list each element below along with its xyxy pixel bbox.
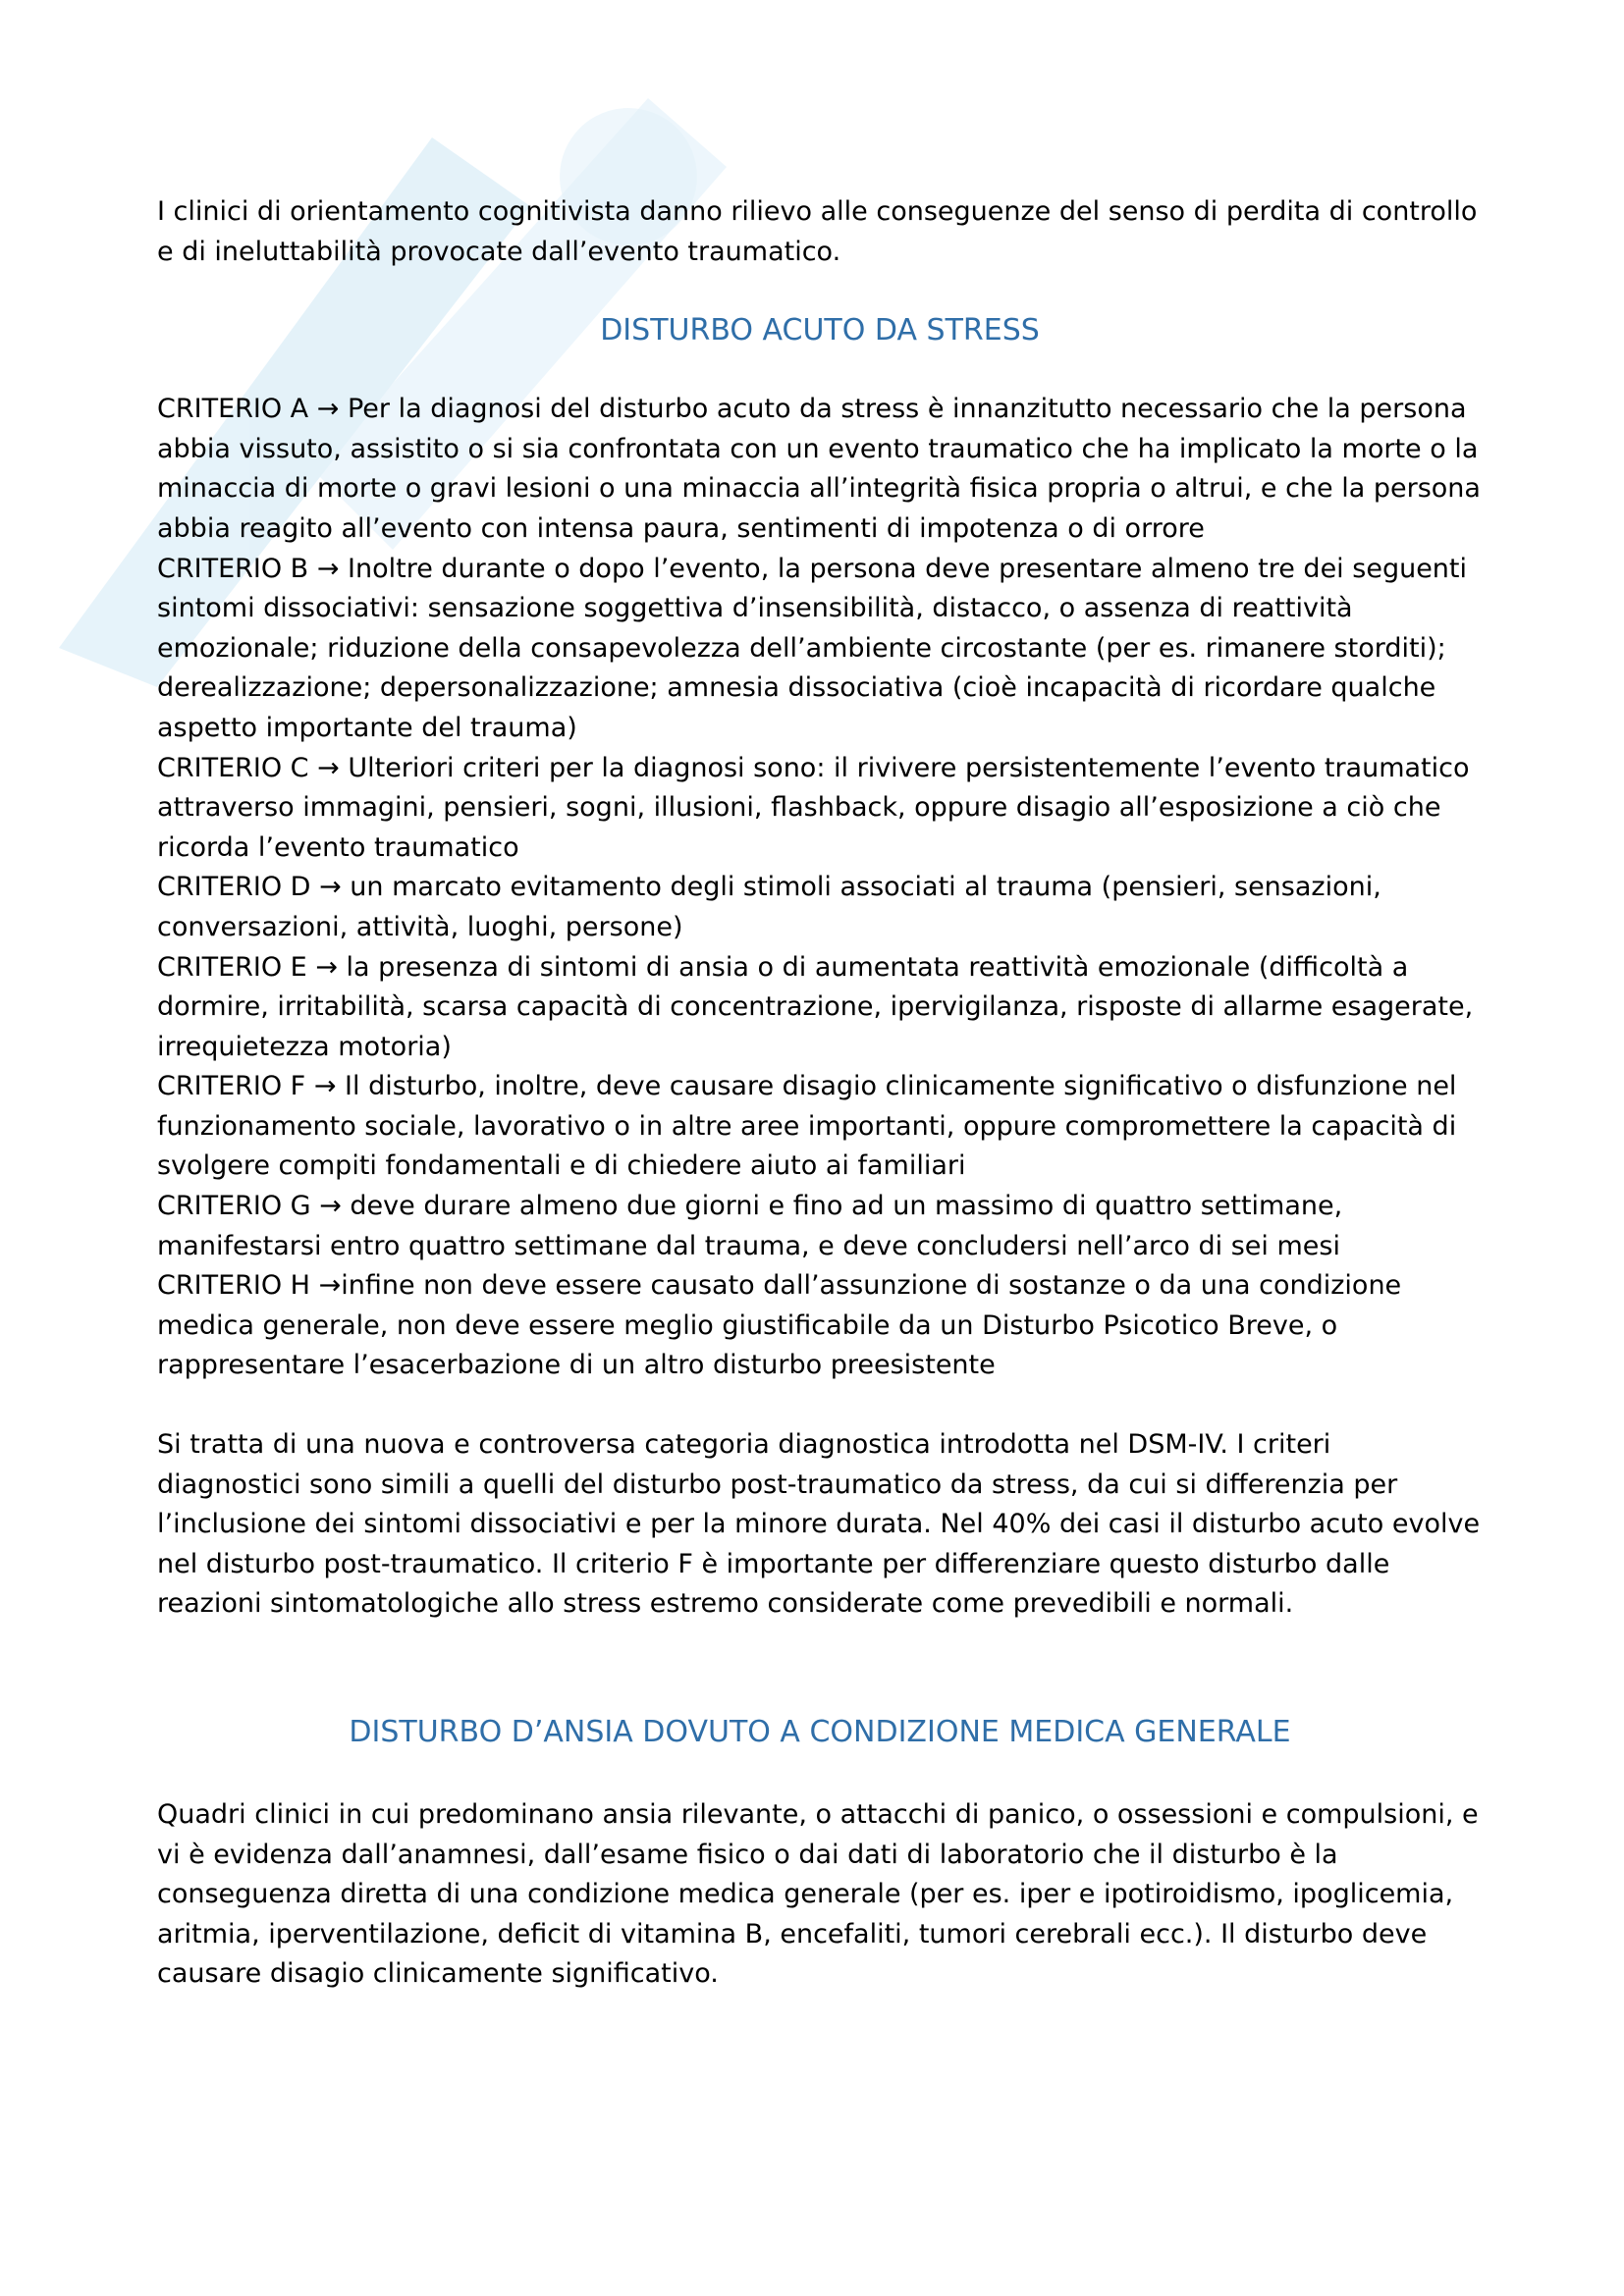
arrow-icon: → [317, 752, 340, 783]
medical-condition-paragraph: Quadri clinici in cui predominano ansia rilevante, o attacchi di panico, o ossessioni e compulsioni, e vi è evidenza dall’anamnesi, dall’esame fisico o dai dati di laboratorio che il disturbo è la conseguenza diretta di una condizione medica generale (per es. iper e ipotiroidismo, ipoglicemia, aritmia, iperventilazione, deficit di vitamina B, encefaliti, tumori cerebrali ecc.). Il disturbo deve causare disagio clinicamente significativo. [157, 1799, 1479, 1990]
criterion-a: CRITERIO A → Per la diagnosi del disturbo acuto da stress è innanzitutto necessario che la persona abbia vissuto, assistito o si sia confrontata con un evento traumatico che ha implicato la morte o la minaccia di morte o gravi lesioni o una minaccia all’integrità fisica propria o altrui, e che la persona abbia reagito all’evento con intensa paura, sentimenti di impotenza o di orrore [157, 394, 1481, 544]
criteria-list [157, 390, 1483, 1386]
criterion-f: CRITERIO F → Il disturbo, inoltre, deve causare disagio clinicamente significativo o disfunzione nel funzionamento sociale, lavorativo o in altre aree importanti, oppure compromettere la capacità di svolgere compiti fondamentali e di chiedere aiuto ai familiari [157, 1071, 1457, 1182]
arrow-icon: → [313, 1071, 337, 1102]
criterion-c: CRITERIO C → Ulteriori criteri per la diagnosi sono: il rivivere persistentemente l’evento traumatico attraverso immagini, pensieri, sogni, illusioni, flashback, oppure disagio all’esposizione a ciò che ricorda l’evento traumatico [157, 752, 1470, 863]
document-body [157, 192, 1483, 1995]
arrow-icon: → [319, 872, 342, 903]
criterion-d: CRITERIO D → un marcato evitamento degli stimoli associati al trauma (pensieri, sensazioni, conversazioni, attività, luoghi, persone) [157, 872, 1381, 942]
intro-paragraph: I clinici di orientamento cognitivista danno rilievo alle conseguenze del senso di perdita di controllo e di ineluttabilità provocate dall’evento traumatico. [157, 196, 1478, 267]
summary-paragraph: Si tratta di una nuova e controversa categoria diagnostica introdotta nel DSM-IV. I criteri diagnostici sono simili a quelli del disturbo post-traumatico da stress, da cui si differenzia per l’inclusione dei sintomi dissociativi e per la minore durata. Nel 40% dei casi il disturbo acuto evolve nel disturbo post-traumatico. Il criterio F è importante per differenziare questo disturbo dalle reazioni sintomatologiche allo stress estremo considerate come prevedibili e normali. [157, 1429, 1481, 1620]
arrow-icon: → [316, 553, 340, 584]
criterion-b: CRITERIO B → Inoltre durante o dopo l’evento, la persona deve presentare almeno tre dei seguenti sintomi dissociativi: sensazione soggettiva d’insensibilità, distacco, o assenza di reattività emozionale; riduzione della consapevolezza dell’ambiente circostante (per es. rimanere storditi); derealizzazione; depersonalizzazione; amnesia dissociativa (cioè incapacità di ricordare qualche aspetto importante del trauma) [157, 553, 1468, 743]
criterion-e: CRITERIO E → la presenza di sintomi di ansia o di aumentata reattività emozionale (difficoltà a dormire, irritabilità, scarsa capacità di concentrazione, ipervigilanza, risposte di allarme esagerate, irrequietezza motoria) [157, 951, 1474, 1062]
section-heading-acute-stress: DISTURBO ACUTO DA STRESS [600, 313, 1040, 348]
section-heading-medical-condition: DISTURBO D’ANSIA DOVUTO A CONDIZIONE MEDICA GENERALE [349, 1715, 1291, 1749]
arrow-icon: → [319, 1191, 342, 1222]
arrow-icon: → [316, 394, 340, 425]
criterion-h: CRITERIO H →infine non deve essere causato dall’assunzione di sostanze o da una condizione medica generale, non deve essere meglio giustificabile da un Disturbo Psicotico Breve, o rappresentare l’esacerbazione di un altro disturbo preesistente [157, 1270, 1402, 1381]
criterion-g: CRITERIO G → deve durare almeno due giorni e fino ad un massimo di quattro settimane, manifestarsi entro quattro settimane dal trauma, e deve concludersi nell’arco di sei mesi [157, 1191, 1343, 1261]
arrow-icon: → [318, 1270, 342, 1302]
arrow-icon: → [315, 951, 338, 983]
